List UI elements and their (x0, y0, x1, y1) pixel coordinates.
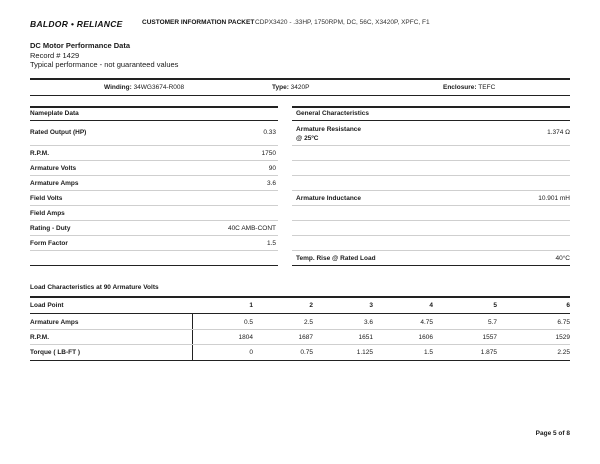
nameplate-row-label: R.P.M. (30, 150, 50, 157)
load-header-cell: 6 (566, 302, 570, 309)
disclaimer-note: Typical performance - not guaranteed values (30, 60, 179, 69)
summary-top-rule (30, 78, 570, 80)
row-divider (30, 329, 570, 330)
nameplate-row-label: Armature Amps (30, 180, 79, 187)
load-cell: 1.875 (480, 349, 497, 356)
load-cell: 1687 (298, 334, 313, 341)
enclosure-value: TEFC (478, 84, 496, 91)
load-row-label: Armature Amps (30, 319, 79, 326)
load-cell: 2.25 (557, 349, 570, 356)
type-label: Type: (272, 84, 289, 91)
general-bottom-rule (292, 265, 570, 266)
load-header-cell: 1 (249, 302, 253, 309)
load-cell: 6.75 (557, 319, 570, 326)
load-cell: 4.75 (420, 319, 433, 326)
row-divider (30, 190, 278, 191)
load-header-cell: 3 (369, 302, 373, 309)
page-number: Page 5 of 8 (535, 430, 570, 437)
load-cell: 0.5 (243, 319, 253, 326)
summary-bottom-rule (30, 95, 570, 96)
load-cell: 1.125 (356, 349, 373, 356)
row-divider (30, 235, 278, 236)
product-line: CDPX3420 - .33HP, 1750RPM, DC, 56C, X3420P, XPFC, F1 (255, 19, 430, 26)
nameplate-row-value: 0.33 (263, 129, 276, 136)
load-cell: 1606 (418, 334, 433, 341)
row-divider (292, 250, 570, 251)
row-divider (30, 145, 278, 146)
nameplate-row-value: 90 (268, 165, 276, 172)
load-header-rule (30, 313, 570, 314)
enclosure-label: Enclosure: (443, 84, 477, 91)
load-cell: 1529 (555, 334, 570, 341)
nameplate-row-label: Field Amps (30, 210, 65, 217)
armature-resistance-value: 1.374 Ω (547, 129, 570, 136)
load-header-cell: Load Point (30, 302, 64, 309)
load-cell: 0.75 (300, 349, 313, 356)
general-heading-rule (292, 120, 570, 121)
nameplate-row-value: 1.5 (266, 240, 276, 247)
temp-rise-label: Temp. Rise @ Rated Load (296, 255, 376, 262)
nameplate-heading: Nameplate Data (30, 110, 79, 117)
winding-field (104, 84, 184, 92)
load-header-cell: 2 (309, 302, 313, 309)
load-top-rule (30, 296, 570, 298)
armature-inductance-value: 10.901 mH (538, 195, 570, 202)
nameplate-bottom-rule (30, 265, 278, 266)
packet-title: CUSTOMER INFORMATION PACKET (142, 19, 255, 26)
row-divider (30, 160, 278, 161)
winding-value: 34WG3674-R008 (133, 84, 185, 91)
load-row-label: R.P.M. (30, 334, 50, 341)
general-heading: General Characteristics (296, 110, 369, 117)
nameplate-row-label: Armature Volts (30, 165, 77, 172)
load-cell: 1651 (358, 334, 373, 341)
nameplate-row-label: Rated Output (HP) (30, 129, 87, 136)
load-heading: Load Characteristics at 90 Armature Volts (30, 284, 159, 291)
armature-resistance-label: Armature Resistance (296, 126, 362, 133)
row-divider (292, 220, 570, 221)
temp-rise-value: 40°C (555, 255, 570, 262)
row-divider (30, 175, 278, 176)
nameplate-row-label: Field Volts (30, 195, 63, 202)
load-cell: 3.6 (363, 319, 373, 326)
row-divider (292, 160, 570, 161)
load-bottom-rule (30, 360, 570, 361)
nameplate-row-value: 40C AMB-CONT (227, 225, 276, 232)
row-divider (30, 250, 278, 251)
load-column-divider (192, 313, 193, 360)
brand-logo: BALDOR • RELIANCE (30, 19, 123, 29)
load-cell: 2.5 (303, 319, 313, 326)
load-cell: 1.5 (423, 349, 433, 356)
record-number: Record # 1429 (30, 51, 80, 60)
armature-resistance-temp-label: @ 25ºC (296, 135, 319, 142)
type-field (272, 84, 309, 92)
nameplate-row-value: 3.6 (266, 180, 276, 187)
row-divider (30, 205, 278, 206)
winding-label: Winding: (104, 84, 132, 91)
row-divider (30, 220, 278, 221)
general-top-rule (292, 106, 570, 108)
row-divider (292, 205, 570, 206)
armature-inductance-label: Armature Inductance (296, 195, 362, 202)
row-divider (292, 145, 570, 146)
nameplate-row-label: Rating - Duty (30, 225, 71, 232)
nameplate-row-value: 1750 (261, 150, 276, 157)
load-cell: 0 (249, 349, 253, 356)
type-value: 3420P (290, 84, 310, 91)
load-cell: 5.7 (487, 319, 497, 326)
load-row-label: Torque ( LB-FT ) (30, 349, 81, 356)
document-title: DC Motor Performance Data (30, 41, 131, 50)
row-divider (30, 344, 570, 345)
load-cell: 1557 (482, 334, 497, 341)
enclosure-field (443, 84, 495, 92)
row-divider (292, 235, 570, 236)
load-header-cell: 4 (429, 302, 433, 309)
row-divider (292, 190, 570, 191)
nameplate-top-rule (30, 106, 278, 108)
nameplate-row-label: Form Factor (30, 240, 68, 247)
load-cell: 1804 (238, 334, 253, 341)
row-divider (292, 175, 570, 176)
load-header-cell: 5 (493, 302, 497, 309)
nameplate-heading-rule (30, 120, 278, 121)
